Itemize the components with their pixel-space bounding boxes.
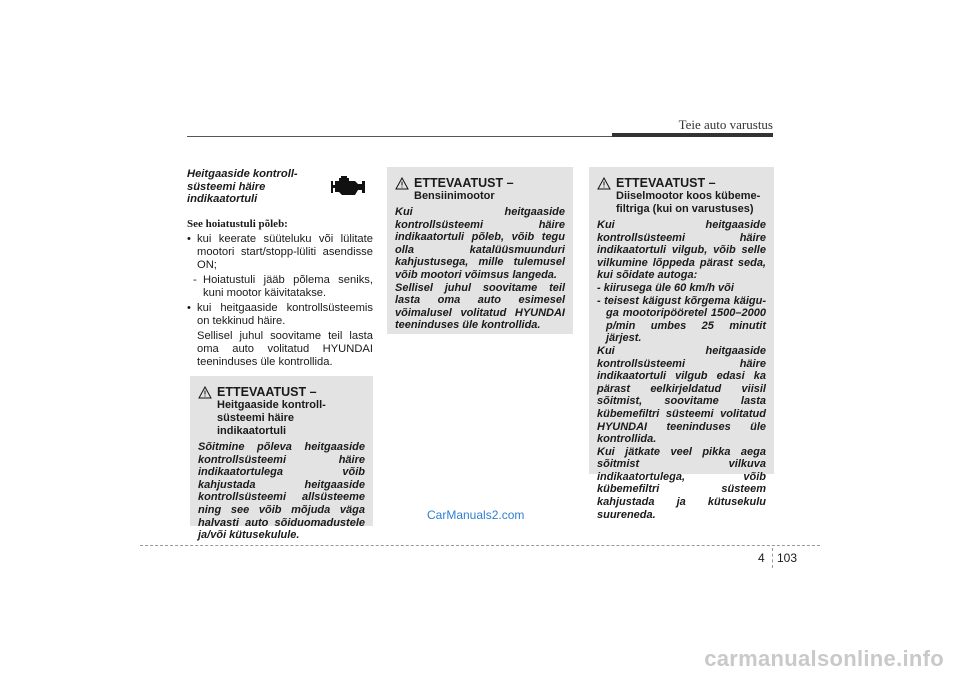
caution-text: Kui jätkate veel pikka aega sõitmist vilkuva indikaatortulega, võib kübemefiltri süsteem kahjustada ja kütusekulu suureneda. [597,445,766,521]
bullet-item: • kui keerate süüteluku või lülitate mootori start/stopp-lüliti asendisse ON; [187,233,373,272]
caution-box-petrol [387,167,573,334]
footer-rule [140,545,820,546]
warning-triangle-icon [597,177,611,190]
caution-subtitle: Bensiinimootor [414,190,495,202]
site-watermark: carmanualsonline.info [704,646,944,671]
caution-title: ETTEVAATUST – [217,385,317,399]
caution-box-diesel [589,167,774,521]
watermark-link[interactable]: CarManuals2.com [427,508,525,522]
section-column [187,168,373,369]
caution-list-item: - kiirusega üle 60 km/h või [597,281,734,294]
caution-subtitle: Heitgaaside kontroll- süsteemi häire indikaatortuli [217,399,326,437]
caution-text: Kui heitgaaside kontrollsüsteemi häire indikaatortuli vilgub, võib selle vilkumine lõppeda pärast seda, kui sõidate autoga: [597,219,766,282]
caution-title: ETTEVAATUST – [414,176,514,190]
section-title-text: Heitgaaside kontroll- süsteemi häire indikaatortuli [187,168,298,205]
caution-body [597,219,766,521]
caution-text: Sõitmine põleva heitgaaside kontrollsüsteemi häire indikaatortulega võib kahjustada heitgaaside kontrollsüsteemi allsüsteeme ning see võib mõjuda väga halvasti auto sõiduomadustele ja/või kütusekulule. [198,441,365,542]
warning-triangle-icon [395,177,409,190]
caution-body [198,441,365,542]
caution-text: Sellisel juhul soovitame teil lasta oma auto esimesel võimalusel volitatud HYUNDAI teeninduses üle kontrollida. [395,281,565,332]
caution-text: Kui heitgaaside kontrollsüsteemi häire indikaatortuli vilgub edasi ka pärast eelkirjeldatud viisil sõitmist, soovitame lasta kübemefiltri süsteemi volitatud HYUNDAI teeninduses üle kontrollida. [597,344,766,446]
caution-title: ETTEVAATUST – [616,176,716,190]
caution-text: Kui heitgaaside kontrollsüsteemi häire indikaatortuli põleb, võib tegu olla katalüüsmuunduri kahjustusega, mille tulemusel võib mootori võimsus langeda. [395,206,565,281]
sub-item: - Hoiatustuli jääb põlema seniks, kuni mootor käivitatakse. [193,273,373,299]
caution-box-indicator [190,376,373,542]
page-separator [772,548,773,568]
caution-subtitle: Diiselmootor koos kübeme- filtriga (kui on varustuses) [616,190,761,215]
check-engine-icon [325,170,373,202]
header-rule-accent [612,133,773,137]
caution-list-item: - teisest käigust kõrgema käigu-ga mootoripööretel 1500–2000 p/min umbes 25 minutit järjest. [597,294,766,345]
caution-body [395,206,565,332]
intro-text: See hoiatustuli põleb: [187,217,288,230]
header-title: Teie auto varustus [678,117,773,132]
section-title [187,168,307,206]
warning-triangle-icon [198,386,212,399]
paragraph: Sellisel juhul soovitame teil lasta oma auto volitatud HYUNDAI teeninduses üle kontrollida. [197,329,373,368]
page-number: 103 [777,551,798,565]
bullet-item: • kui heitgaaside kontrollsüsteemis on tekkinud häire. [187,302,373,328]
chapter-number: 4 [758,551,765,565]
sub-item-text: Hoiatustuli jääb põlema seniks, kuni mootor käivitatakse. [203,273,373,299]
